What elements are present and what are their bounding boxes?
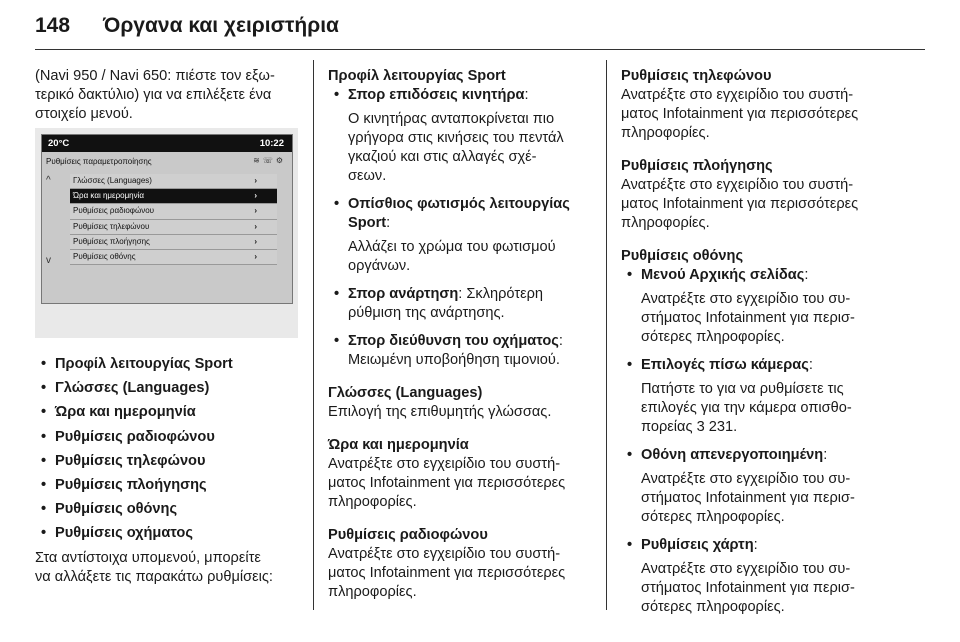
section-heading: Ρυθμίσεις πλοήγησης	[621, 158, 773, 174]
settings-menu	[70, 174, 277, 265]
chevron-right-icon: ›	[254, 176, 257, 185]
outro-line: να αλλάξετε τις παρακάτω ρυθμίσεις:	[35, 568, 273, 585]
column-divider-2	[606, 60, 607, 610]
list-item: • Ώρα και ημερομηνία	[35, 403, 305, 422]
scroll-up-icon[interactable]: ^	[46, 175, 51, 186]
list-item: • Προφίλ λειτουργίας Sport	[35, 355, 305, 374]
menu-item[interactable]: Γλώσσες (Languages) ›	[70, 174, 277, 189]
bullet-item: • Σπορ ανάρτηση: Σκληρότερη	[328, 285, 603, 304]
bullet-item: • Οπίσθιος φωτισμός λειτουργίας	[328, 195, 603, 214]
settings-icon: ⚙	[275, 156, 286, 165]
clock: 10:22	[259, 138, 284, 149]
list-item: • Ρυθμίσεις οχήματος	[35, 524, 305, 543]
settings-list	[35, 355, 305, 587]
list-item: • Ρυθμίσεις οθόνης	[35, 500, 305, 519]
column-2: Προφίλ λειτουργίας Sport • Σπορ επιδόσεις κινητήρα: Ο κινητήρας ανταποκρίνεται πιο γρήγορα στις κινήσεις του πεντάλ γκαζιού και στις αλλαγές σχέ‐ σεων. • Οπίσθιος φωτισμός λειτουργίας Sport: Αλλάζει το χρώμα του φωτισμού οργάνων. • Σπορ ανάρτηση: Σκληρότερη ρύθμιση της ανάρτησης. • Σπορ διεύθυνση του οχήματος: Μειωμένη υποβοήθηση τιμονιού. Γλώσσες (Languages) Επιλογή της επιθυμητής γλώσσας. Ώρα και ημερομηνία Ανατρέξτε στο εγχειρίδιο του συστή‐ ματος Infotainment για περισσότερες πληροφορίες. Ρυθμίσεις ραδιοφώνου Ανατρέξτε στο εγχειρίδιο του συστή‐ ματος Infotainment για περισσότερες πληροφορίες.	[328, 67, 603, 602]
bullet-item: • Σπορ διεύθυνση του οχήματος:	[328, 332, 603, 351]
menu-item-selected[interactable]: Ώρα και ημερομηνία ›	[70, 189, 277, 204]
settings-title: Ρυθμίσεις παραμετροποίησης	[46, 157, 152, 166]
column-divider-1	[313, 60, 314, 610]
bullet-item: • Οθόνη απενεργοποιημένη:	[621, 446, 921, 465]
section-heading: Ώρα και ημερομηνία	[328, 437, 469, 453]
page-reference-arrow: 3	[696, 419, 705, 435]
page-number: 148	[35, 14, 71, 37]
display-screen	[41, 134, 293, 304]
intro-line: στοιχείο μενού.	[35, 106, 133, 122]
infotainment-screenshot	[35, 128, 298, 338]
column-1	[35, 67, 305, 124]
list-item: • Γλώσσες (Languages)	[35, 379, 305, 398]
chevron-right-icon: ›	[254, 221, 257, 231]
temperature: 20°C	[48, 138, 70, 149]
menu-item[interactable]: Ρυθμίσεις τηλεφώνου ›	[70, 220, 277, 235]
bullet-item: • Μενού Αρχικής σελίδας:	[621, 266, 921, 285]
section-heading: Προφίλ λειτουργίας Sport	[328, 68, 506, 84]
signal-icon: ≋	[253, 156, 263, 165]
section-heading: Γλώσσες (Languages)	[328, 385, 483, 401]
outro-line: Στα αντίστοιχα υπομενού, μπορείτε	[35, 549, 261, 566]
menu-item[interactable]: Ρυθμίσεις πλοήγησης ›	[70, 235, 277, 250]
chevron-right-icon: ›	[254, 251, 257, 261]
section-heading: Ρυθμίσεις τηλεφώνου	[621, 68, 772, 84]
status-icons	[253, 156, 286, 165]
bullet-item: • Ρυθμίσεις χάρτη:	[621, 536, 921, 555]
page-header	[35, 14, 339, 38]
page-title: Όργανα και χειριστήρια	[103, 14, 339, 37]
list-item: • Ρυθμίσεις ραδιοφώνου	[35, 428, 305, 447]
bullet-item: • Σπορ επιδόσεις κινητήρα:	[328, 86, 603, 105]
menu-item[interactable]: Ρυθμίσεις οθόνης ›	[70, 250, 277, 265]
list-item: • Ρυθμίσεις πλοήγησης	[35, 476, 305, 495]
menu-item[interactable]: Ρυθμίσεις ραδιοφώνου ›	[70, 204, 277, 219]
status-bar	[42, 135, 292, 152]
phone-icon: ☏	[262, 156, 276, 165]
chevron-right-icon: ›	[254, 206, 257, 216]
bullet-item: • Επιλογές πίσω κάμερας:	[621, 356, 921, 375]
intro-line: τερικό δακτύλιο) για να επιλέξετε ένα	[35, 87, 272, 103]
list-item: • Ρυθμίσεις τηλεφώνου	[35, 452, 305, 471]
chevron-right-icon: ›	[254, 236, 257, 246]
header-rule	[35, 49, 925, 50]
scroll-down-icon[interactable]: v	[46, 255, 51, 266]
intro-line: (Navi 950 / Navi 650: πιέστε τον εξω‐	[35, 68, 275, 84]
chevron-right-icon: ›	[254, 191, 257, 201]
column-3: Ρυθμίσεις τηλεφώνου Ανατρέξτε στο εγχειρίδιο του συστή‐ ματος Infotainment για περισσότερες πληροφορίες. Ρυθμίσεις πλοήγησης Ανατρέξτε στο εγχειρίδιο του συστή‐ ματος Infotainment για περισσότερες πληροφορίες. Ρυθμίσεις οθόνης • Μενού Αρχικής σελίδας: Ανατρέξτε στο εγχειρίδιο του συ‐ στήματος Infotainment για περισ‐ σότερες πληροφορίες. • Επιλογές πίσω κάμερας: Πατήστε το για να ρυθμίσετε τις επιλογές για την κάμερα οπισθο‐ πορείας 3 231. • Οθόνη απενεργοποιημένη: Ανατρέξτε στο εγχειρίδιο του συ‐ στήματος Infotainment για περισ‐ σότερες πληροφορίες. • Ρυθμίσεις χάρτη: Ανατρέξτε στο εγχειρίδιο του συ‐ στήματος Infotainment για περισ‐ σότερες πληροφορίες.	[621, 67, 921, 617]
section-heading: Ρυθμίσεις ραδιοφώνου	[328, 527, 488, 543]
page-reference[interactable]: 231.	[708, 419, 738, 435]
section-heading: Ρυθμίσεις οθόνης	[621, 248, 744, 264]
